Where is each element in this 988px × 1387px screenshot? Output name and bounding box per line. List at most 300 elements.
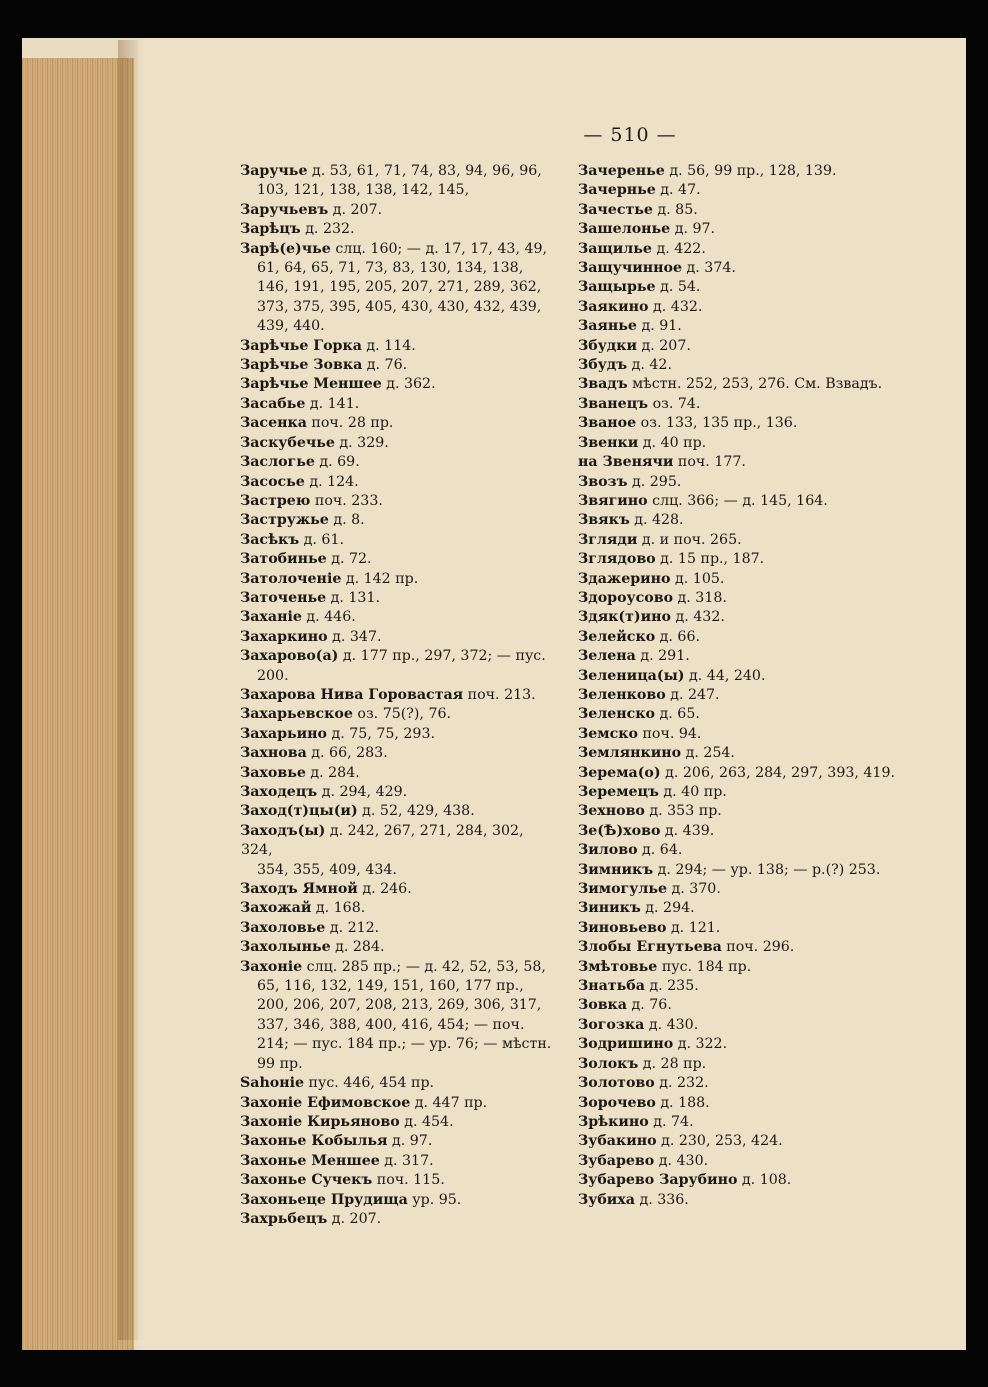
- index-entry: [579, 667, 919, 686]
- entry-headword: Званое: [578, 415, 637, 432]
- entry-references: д. 353 пр.: [644, 803, 722, 820]
- index-entry: [241, 473, 559, 492]
- entry-headword: Зиновьево: [578, 919, 667, 936]
- entry-references: д. 65.: [655, 706, 700, 723]
- entry-headword: Захожай: [240, 900, 312, 917]
- entry-headword: Засѣкъ: [240, 531, 300, 548]
- index-entry: [241, 492, 559, 511]
- index-entry: [579, 977, 919, 996]
- entry-references: д. 294.: [640, 900, 695, 917]
- entry-headword: Зеленица(ы): [578, 667, 685, 684]
- index-column-right: [579, 162, 919, 1210]
- entry-headword: Захонье Сучекъ: [240, 1172, 373, 1189]
- index-entry: [579, 822, 919, 841]
- entry-headword: Заханіе: [240, 609, 302, 626]
- index-entry: [579, 899, 919, 918]
- entry-headword: Заходъ Ямной: [240, 881, 358, 898]
- entry-references: д. 54.: [655, 279, 701, 296]
- entry-references: поч. 296.: [721, 939, 795, 956]
- index-entry: [579, 686, 919, 705]
- entry-references: д. 284.: [330, 939, 385, 956]
- entry-headword: Зарѣчье Меншее: [240, 376, 382, 393]
- entry-headword: Затолоченіе: [240, 570, 342, 587]
- entry-references: оз. 74.: [648, 395, 701, 412]
- index-entry: [579, 298, 919, 317]
- index-entry: [241, 220, 559, 239]
- entry-references: д. 56, 99 пр., 128, 139.: [664, 163, 837, 179]
- entry-headword: Зерема(о): [578, 764, 661, 781]
- entry-references: д. 430.: [654, 1152, 709, 1169]
- index-entry: [241, 162, 559, 201]
- index-entry: [579, 531, 919, 550]
- entry-references: д. 168.: [311, 900, 366, 917]
- entry-headword: Зеленско: [578, 706, 656, 723]
- index-entry: [241, 1171, 559, 1190]
- entry-headword: Зачестье: [578, 201, 653, 218]
- entry-references: д. 294; — ур. 138; — р.(?) 253.: [653, 861, 881, 878]
- entry-references: д. 76.: [627, 997, 672, 1014]
- entry-headword: Здороусово: [578, 589, 674, 606]
- index-entry: [579, 647, 919, 666]
- entry-references: д. 362.: [381, 376, 436, 393]
- entry-references: д. 206, 263, 284, 297, 393, 419.: [660, 764, 895, 781]
- index-entry: [579, 162, 919, 181]
- index-entry: [579, 259, 919, 278]
- entry-headword: Землянкино: [578, 745, 682, 762]
- entry-references: д. 430.: [644, 1016, 699, 1033]
- entry-references: д. 247.: [665, 686, 720, 703]
- entry-headword: Зарѣчье Горка: [240, 337, 362, 354]
- index-entry: [579, 1171, 919, 1190]
- entry-headword: Зачернье: [578, 182, 656, 199]
- entry-headword: Земско: [578, 725, 638, 742]
- index-entry: [241, 899, 559, 918]
- entry-references: д. 69.: [314, 454, 360, 471]
- index-entry: [241, 1074, 559, 1093]
- entry-headword: Збудъ: [578, 357, 628, 374]
- entry-headword: Захоніе Ефимовское: [240, 1094, 411, 1111]
- index-entry: [579, 492, 919, 511]
- entry-references: д. 141.: [305, 395, 360, 412]
- entry-references: пус. 446, 454 пр.: [304, 1075, 435, 1092]
- index-entry: [579, 240, 919, 259]
- index-entry: [579, 608, 919, 627]
- entry-headword: Ѕаhоніе: [240, 1075, 305, 1092]
- entry-headword: Зрѣкино: [578, 1113, 649, 1130]
- index-entry: [241, 1094, 559, 1113]
- index-entry: [579, 1152, 919, 1171]
- entry-references: д. 105.: [670, 570, 725, 587]
- index-entry: [579, 1191, 919, 1210]
- entry-references: д. 232.: [300, 221, 355, 238]
- entry-headword: Захаркино: [240, 628, 328, 645]
- index-entry: [579, 453, 919, 472]
- entry-references: поч. 233.: [310, 492, 383, 509]
- index-entry: [579, 802, 919, 821]
- entry-references: мѣстн. 252, 253, 276. См. Взвадъ.: [627, 376, 883, 393]
- entry-headword: Зубарево Зарубино: [578, 1172, 738, 1189]
- index-entry: [579, 996, 919, 1015]
- entry-headword: Зелейско: [578, 628, 656, 645]
- index-entry: [241, 802, 559, 821]
- index-entry: [241, 880, 559, 899]
- entry-references: д. 212.: [325, 919, 380, 936]
- index-entry: [241, 453, 559, 472]
- entry-headword: Заход(т)цы(и): [240, 803, 358, 820]
- index-entry: [579, 841, 919, 860]
- entry-headword: Зарѣчье Зовка: [240, 357, 363, 374]
- page-number: — 510 —: [583, 124, 677, 146]
- entry-references: д. 432.: [671, 609, 725, 626]
- entry-references: д. 188.: [655, 1094, 710, 1111]
- entry-references: д. 246.: [357, 881, 412, 898]
- entry-continuation: 146, 191, 195, 205, 207, 271, 289, 362,: [257, 279, 542, 296]
- entry-references: д. 207.: [327, 1210, 382, 1227]
- entry-references: д. 322.: [673, 1036, 728, 1053]
- entry-headword: Защучинное: [578, 260, 683, 277]
- index-entry: [579, 356, 919, 375]
- entry-references: д. 235.: [644, 978, 699, 995]
- index-entry: [579, 278, 919, 297]
- entry-references: д. 66.: [655, 628, 700, 645]
- entry-headword: Захоніе Кирьяново: [240, 1113, 400, 1130]
- entry-headword: Засосье: [240, 473, 305, 490]
- entry-headword: Затобинье: [240, 551, 327, 568]
- entry-references: д. 40 пр.: [658, 784, 727, 800]
- entry-headword: Заточенье: [240, 589, 327, 606]
- index-entry: [579, 744, 919, 763]
- index-entry: [579, 317, 919, 336]
- entry-references: д. 294, 429.: [317, 784, 408, 800]
- entry-headword: Зехново: [578, 803, 645, 820]
- index-entry: [241, 1132, 559, 1151]
- index-entry: [241, 725, 559, 744]
- entry-references: д. 47.: [655, 182, 701, 199]
- entry-references: д. 439.: [660, 822, 715, 839]
- entry-headword: Захонье Кобылья: [240, 1133, 388, 1150]
- entry-headword: Захрьбецъ: [240, 1210, 328, 1227]
- entry-references: д. 61.: [299, 531, 344, 548]
- entry-headword: Зиникъ: [578, 900, 641, 917]
- entry-headword: Золокъ: [578, 1055, 639, 1072]
- entry-headword: Зеремецъ: [578, 784, 659, 800]
- index-entry: [579, 414, 919, 433]
- entry-references: д. 121.: [666, 919, 721, 936]
- index-entry: [241, 705, 559, 724]
- entry-references: д. 318.: [673, 589, 727, 606]
- entry-references: д. 52, 429, 438.: [357, 803, 475, 820]
- entry-headword: Зе(Ѣ)хово: [578, 822, 661, 839]
- entry-headword: Заховье: [240, 764, 306, 781]
- entry-headword: Захоловье: [240, 919, 326, 936]
- index-entry: [579, 1016, 919, 1035]
- entry-references: поч. 94.: [637, 725, 702, 742]
- index-entry: [241, 744, 559, 763]
- entry-headword: Зимогулье: [578, 881, 667, 898]
- entry-headword: Захарова Нива Горовастая: [240, 686, 464, 703]
- entry-references: слц. 285 пр.; — д. 42, 52, 53, 58,: [302, 958, 546, 975]
- index-entry: [241, 337, 559, 356]
- gutter-shadow: [118, 40, 142, 1340]
- entry-references: оз. 133, 135 пр., 136.: [636, 415, 798, 432]
- entry-headword: Згляди: [578, 531, 638, 548]
- index-entry: [241, 686, 559, 705]
- index-entry: [579, 570, 919, 589]
- entry-references: д. 131.: [326, 589, 380, 606]
- entry-headword: Захолынье: [240, 939, 331, 956]
- entry-headword: Зелена: [578, 648, 636, 665]
- entry-continuation: 337, 346, 388, 400, 416, 454; — поч.: [257, 1016, 525, 1033]
- index-entry: [579, 861, 919, 880]
- entry-references: оз. 75(?), 76.: [352, 706, 452, 723]
- entry-continuation: 373, 375, 395, 405, 430, 430, 432, 439,: [257, 298, 542, 315]
- index-entry: [241, 822, 559, 880]
- entry-references: д. 53, 61, 71, 74, 83, 94, 96, 96,: [307, 163, 542, 179]
- index-entry: [579, 1055, 919, 1074]
- entry-references: д. 329.: [334, 434, 389, 451]
- index-entry: [579, 764, 919, 783]
- index-entry: [241, 375, 559, 394]
- index-entry: [241, 628, 559, 647]
- index-entry: [579, 201, 919, 220]
- entry-headword: Зодришино: [578, 1036, 674, 1053]
- entry-references: д. 254.: [681, 745, 735, 762]
- entry-references: д. 454.: [399, 1113, 454, 1130]
- index-entry: [579, 958, 919, 977]
- index-entry: [579, 1074, 919, 1093]
- entry-references: д. 336.: [634, 1191, 689, 1208]
- entry-headword: Захарьевское: [240, 706, 353, 723]
- index-entry: [579, 375, 919, 394]
- entry-headword: Звенки: [578, 434, 639, 451]
- entry-headword: Заякино: [578, 298, 649, 315]
- entry-references: д. 317.: [379, 1152, 434, 1169]
- entry-references: поч. 28 пр.: [306, 415, 394, 432]
- index-entry: [579, 628, 919, 647]
- entry-headword: Захоніе: [240, 958, 303, 975]
- entry-references: д. 42.: [627, 357, 672, 374]
- index-entry: [579, 1035, 919, 1054]
- entry-headword: Звадъ: [578, 376, 628, 393]
- entry-headword: Зорочево: [578, 1094, 656, 1111]
- entry-headword: Звякъ: [578, 512, 630, 529]
- entry-headword: Защилье: [578, 240, 652, 257]
- entry-continuation: 214; — пус. 184 пр.; — ур. 76; — мѣстн.: [257, 1036, 552, 1053]
- entry-headword: Змѣтовье: [578, 958, 658, 975]
- index-entry: [241, 511, 559, 530]
- entry-references: ур. 95.: [407, 1191, 462, 1208]
- entry-headword: Здяк(т)ино: [578, 609, 672, 626]
- index-entry: [241, 783, 559, 802]
- entry-references: д. 28 пр.: [638, 1055, 707, 1072]
- entry-references: д. 232.: [654, 1075, 709, 1092]
- index-entry: [241, 1210, 559, 1229]
- entry-references: поч. 213.: [463, 686, 536, 703]
- entry-references: д. 85.: [652, 201, 698, 218]
- entry-headword: Застрею: [240, 492, 311, 509]
- entry-headword: Зарѣ(е)чье: [240, 240, 331, 257]
- index-entry: [579, 434, 919, 453]
- entry-references: поч. 115.: [372, 1172, 445, 1189]
- index-entry: [241, 395, 559, 414]
- entry-references: д. 72.: [326, 551, 372, 568]
- index-entry: [241, 414, 559, 433]
- index-entry: [241, 608, 559, 627]
- entry-continuation: 439, 440.: [257, 318, 325, 335]
- index-entry: [241, 434, 559, 453]
- entry-continuation: 200.: [257, 667, 289, 684]
- entry-headword: Злобы Егнутьева: [578, 939, 722, 956]
- index-entry: [579, 919, 919, 938]
- entry-references: д. 291.: [635, 648, 690, 665]
- entry-continuation: 65, 116, 132, 149, 151, 160, 177 пр.,: [257, 978, 524, 995]
- entry-references: пус. 184 пр.: [657, 958, 752, 975]
- entry-references: д. 370.: [666, 881, 721, 898]
- entry-headword: Защырье: [578, 279, 656, 296]
- entry-headword: Зилово: [578, 842, 638, 859]
- entry-headword: Захнова: [240, 745, 307, 762]
- index-entry: [241, 550, 559, 569]
- entry-headword: Застружье: [240, 512, 329, 529]
- entry-references: д. 347.: [327, 628, 382, 645]
- entry-headword: Заянье: [578, 318, 637, 335]
- entry-headword: Золотово: [578, 1075, 655, 1092]
- entry-references: д. 242, 267, 271, 284, 302, 324,: [241, 822, 524, 859]
- entry-references: д. 432.: [648, 298, 703, 315]
- entry-headword: Засабье: [240, 395, 306, 412]
- entry-references: слц. 160; — д. 17, 17, 43, 49,: [330, 240, 548, 257]
- entry-references: д. 428.: [629, 512, 684, 529]
- entry-references: д. 447 пр.: [410, 1094, 488, 1111]
- entry-headword: Зачеренье: [578, 163, 665, 179]
- entry-references: д. 177 пр., 297, 372; — пус.: [338, 648, 546, 665]
- index-entry: [241, 1152, 559, 1171]
- entry-references: д. 207.: [637, 337, 691, 354]
- entry-headword: Заходъ(ы): [240, 822, 326, 839]
- index-entry: [579, 938, 919, 957]
- index-entry: [579, 1132, 919, 1151]
- entry-headword: Зашелонье: [578, 221, 671, 238]
- entry-headword: Звозъ: [578, 473, 628, 490]
- index-entry: [241, 570, 559, 589]
- index-entry: [579, 1113, 919, 1132]
- entry-continuation: 200, 206, 207, 208, 213, 269, 306, 317,: [257, 997, 542, 1014]
- index-entry: [579, 589, 919, 608]
- entry-references: д. 74.: [648, 1113, 694, 1130]
- index-entry: [241, 240, 559, 337]
- index-column-left: [241, 162, 559, 1229]
- entry-references: д. 8.: [328, 512, 365, 529]
- entry-headword: Захарьино: [240, 725, 327, 742]
- entry-references: д. 91.: [636, 318, 682, 335]
- index-entry: [579, 725, 919, 744]
- entry-references: д. 422.: [651, 240, 706, 257]
- entry-headword: Зарѣцъ: [240, 221, 301, 238]
- entry-references: д. 97.: [670, 221, 716, 238]
- entry-continuation: 61, 64, 65, 71, 73, 83, 130, 134, 138,: [257, 260, 524, 277]
- index-entry: [579, 880, 919, 899]
- entry-headword: Засенка: [240, 415, 307, 432]
- entry-headword: на Звенячи: [578, 454, 674, 471]
- entry-references: д. 124.: [304, 473, 359, 490]
- entry-references: д. 230, 253, 424.: [656, 1133, 783, 1150]
- index-entry: [241, 764, 559, 783]
- entry-headword: Заслогье: [240, 454, 315, 471]
- entry-headword: Заскубечье: [240, 434, 335, 451]
- index-entry: [579, 783, 919, 802]
- entry-headword: Заходецъ: [240, 784, 318, 800]
- entry-continuation: 103, 121, 138, 138, 142, 145,: [257, 182, 470, 199]
- index-entry: [579, 705, 919, 724]
- entry-references: д. 44, 240.: [684, 667, 766, 684]
- entry-continuation: 99 пр.: [257, 1055, 303, 1072]
- index-entry: [579, 220, 919, 239]
- entry-references: д. 374.: [682, 260, 736, 277]
- entry-references: д. 284.: [305, 764, 360, 781]
- entry-references: д. 142 пр.: [341, 570, 419, 587]
- index-entry: [579, 1094, 919, 1113]
- entry-headword: Заручьевъ: [240, 201, 329, 218]
- index-entry: [579, 337, 919, 356]
- entry-headword: Здажерино: [578, 570, 671, 587]
- entry-references: д. 446.: [301, 609, 356, 626]
- index-entry: [579, 181, 919, 200]
- index-entry: [579, 395, 919, 414]
- index-entry: [241, 938, 559, 957]
- entry-headword: Зглядово: [578, 551, 656, 568]
- entry-headword: Захарово(а): [240, 648, 339, 665]
- entry-headword: Зовка: [578, 997, 627, 1014]
- entry-references: д. 114.: [361, 337, 416, 354]
- entry-headword: Зеленково: [578, 686, 666, 703]
- index-entry: [241, 1113, 559, 1132]
- entry-headword: Захонье Меншее: [240, 1152, 380, 1169]
- entry-references: д. и поч. 265.: [637, 531, 742, 548]
- entry-references: д. 295.: [627, 473, 682, 490]
- entry-headword: Захоньеце Прудища: [240, 1191, 408, 1208]
- index-entry: [241, 958, 559, 1074]
- entry-references: д. 15 пр., 187.: [655, 551, 765, 568]
- index-entry: [579, 473, 919, 492]
- index-entry: [241, 647, 559, 686]
- entry-headword: Звягино: [578, 492, 648, 509]
- index-entry: [241, 1191, 559, 1210]
- index-entry: [241, 356, 559, 375]
- entry-headword: Заручье: [240, 163, 308, 179]
- entry-references: поч. 177.: [673, 454, 746, 471]
- entry-headword: Збудки: [578, 337, 638, 354]
- entry-references: д. 108.: [737, 1172, 792, 1189]
- entry-headword: Зубарево: [578, 1152, 655, 1169]
- entry-headword: Зубакино: [578, 1133, 657, 1150]
- entry-references: д. 76.: [362, 357, 408, 374]
- entry-continuation: 354, 355, 409, 434.: [257, 861, 397, 878]
- index-entry: [579, 550, 919, 569]
- index-entry: [241, 919, 559, 938]
- index-entry: [241, 201, 559, 220]
- entry-headword: Зогозка: [578, 1016, 645, 1033]
- entry-headword: Зубиха: [578, 1191, 635, 1208]
- entry-references: д. 40 пр.: [638, 434, 707, 451]
- index-entry: [579, 511, 919, 530]
- entry-references: слц. 366; — д. 145, 164.: [647, 492, 828, 509]
- entry-references: д. 75, 75, 293.: [327, 725, 435, 742]
- index-entry: [241, 589, 559, 608]
- entry-references: д. 97.: [387, 1133, 433, 1150]
- entry-references: д. 66, 283.: [306, 745, 388, 762]
- entry-headword: Знатьба: [578, 978, 645, 995]
- entry-references: д. 64.: [637, 842, 683, 859]
